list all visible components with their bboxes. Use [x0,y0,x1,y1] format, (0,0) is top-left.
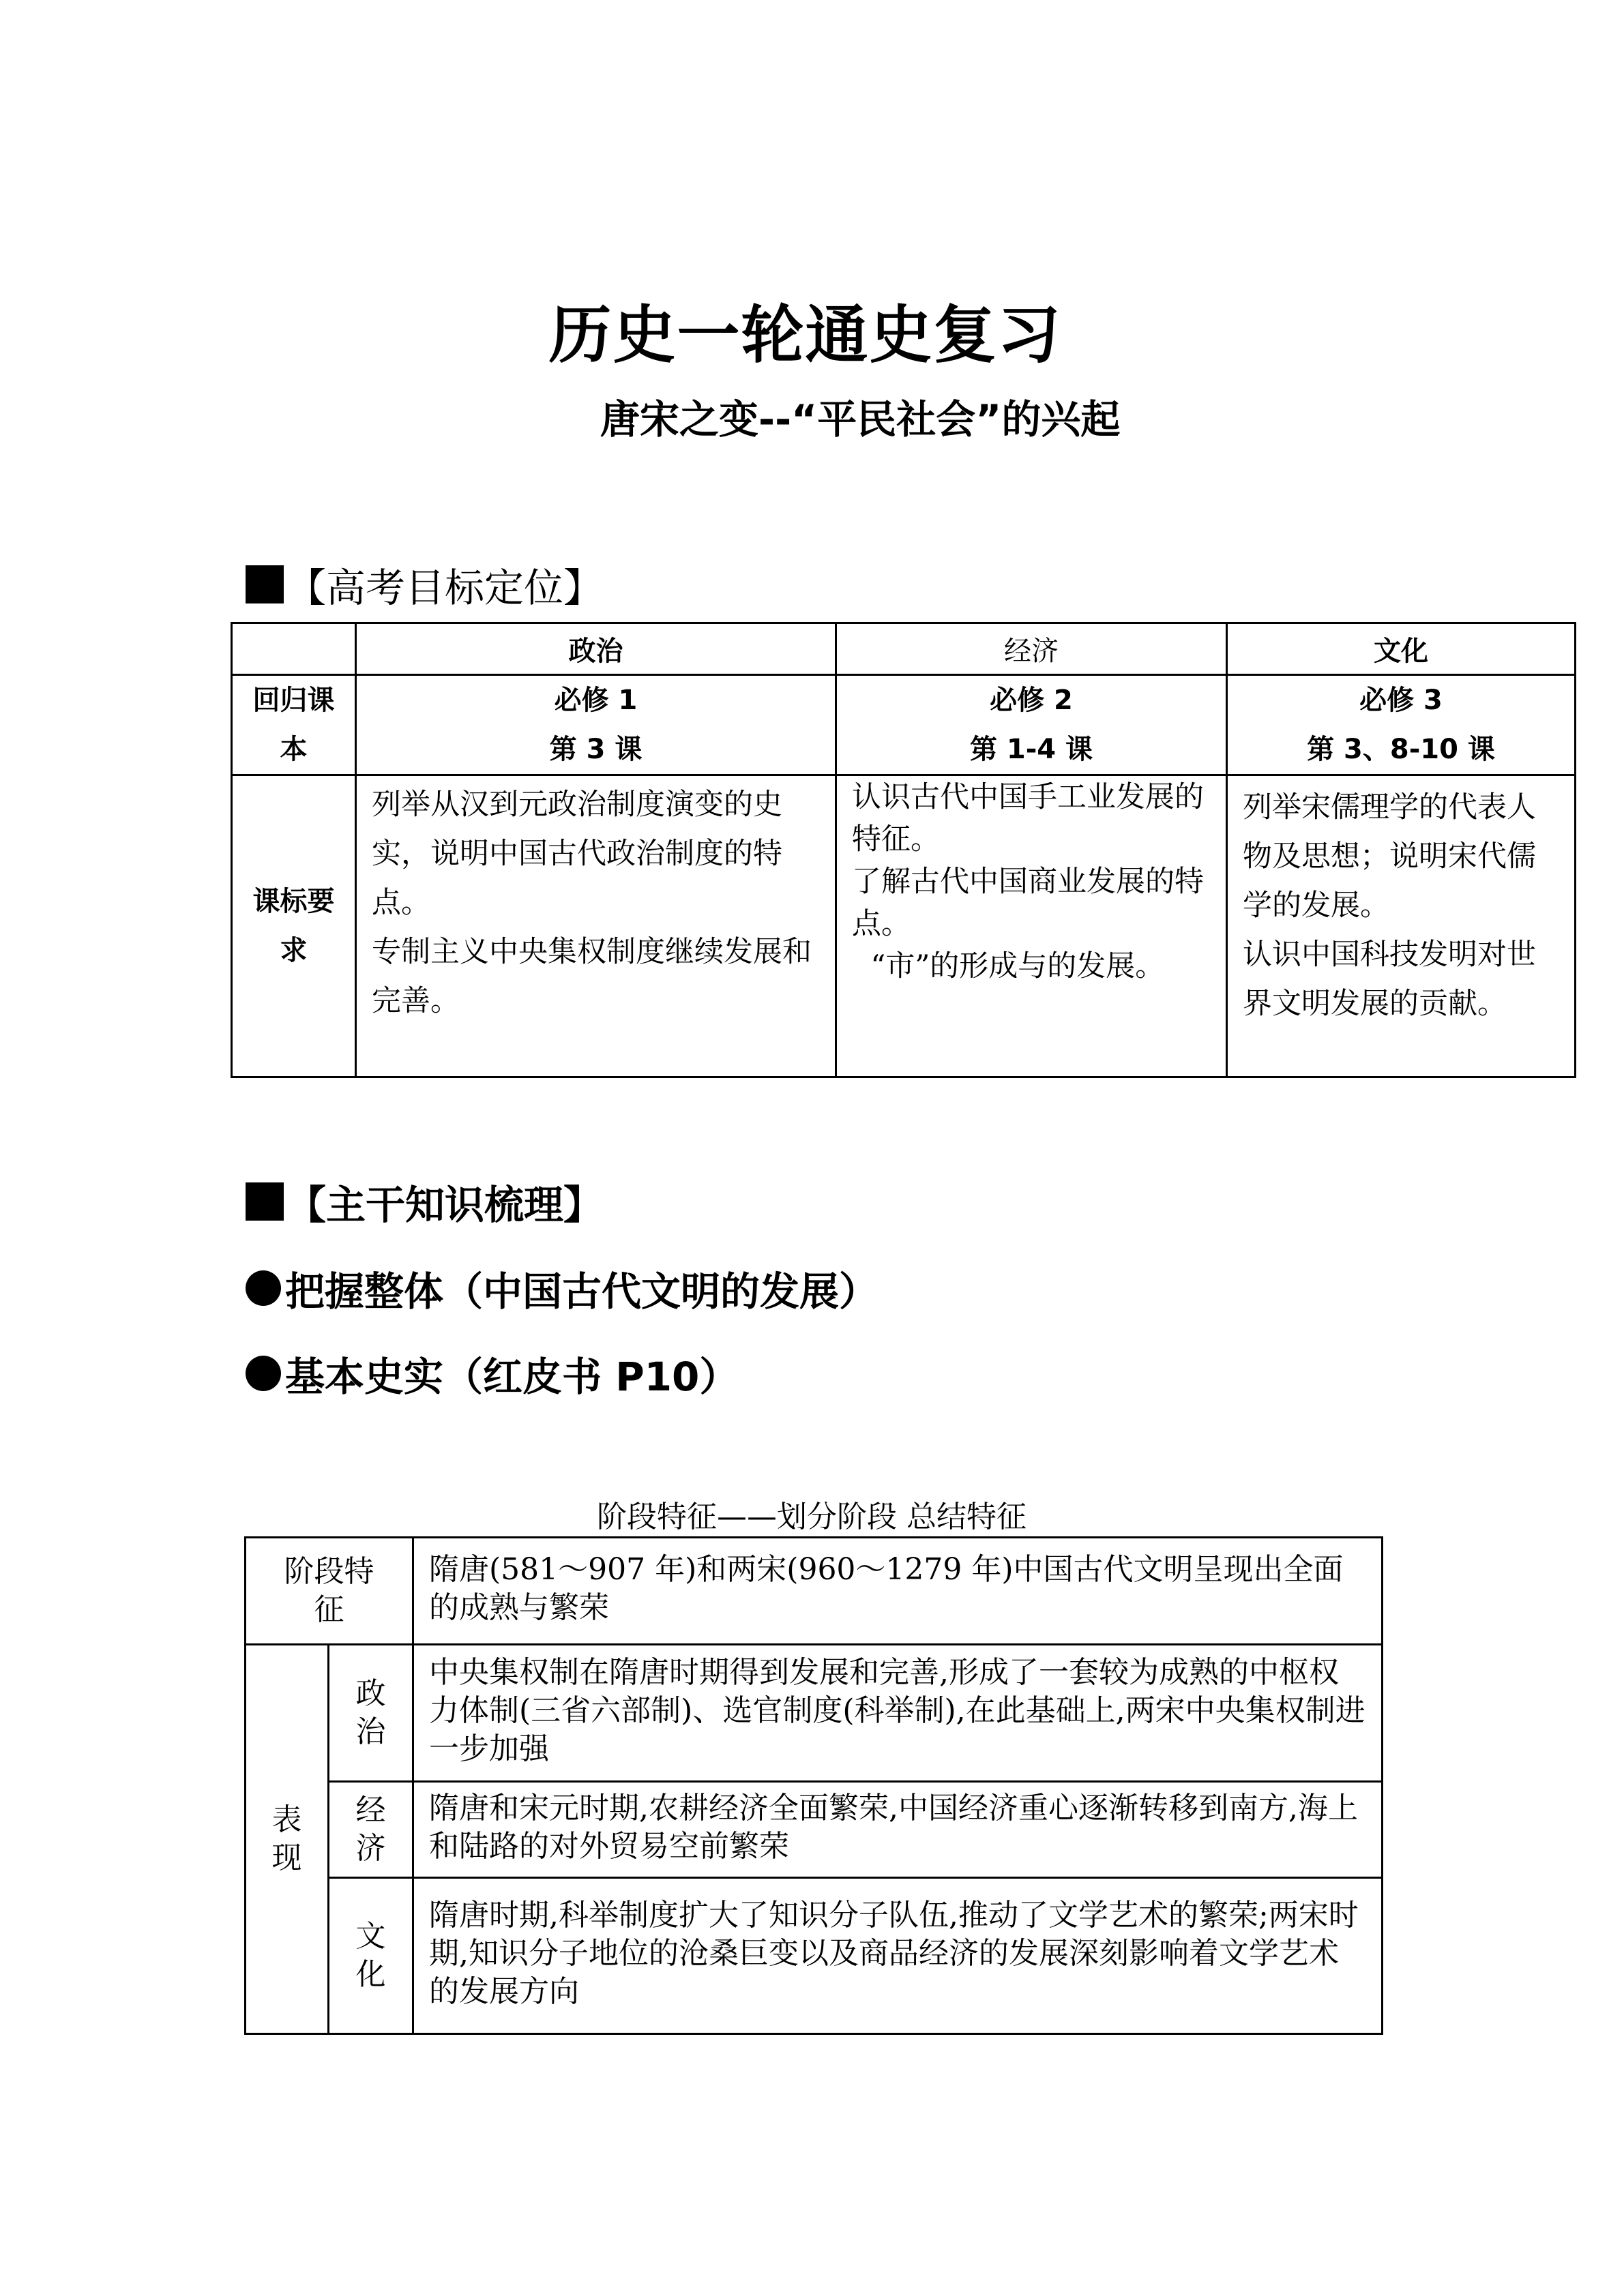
lesson-politics: 第 3 课 [549,734,643,765]
required-economy: 必修 2 [990,685,1073,716]
row-label-economy: 经济 [329,1782,413,1878]
stage-label: 阶段特征 [246,1538,413,1645]
standard-economy: 认识古代中国手工业发展的特征。 了解古代中国商业发展的特点。 “市”的形成与的发展。 [836,775,1227,1077]
row-text-economy: 隋唐和宋元时期,农耕经济全面繁荣,中国经济重心逐渐转移到南方,海上和陆路的对外贸易空前繁荣 [413,1782,1383,1878]
header-politics: 政治 [356,623,836,675]
course-culture [1227,675,1576,775]
bullet-overall-text: 把握整体（中国古代文明的发展） [285,1268,879,1315]
row-label-standard: 课标要求 [232,775,356,1077]
page-title: 历史一轮通史复习 [548,299,1062,372]
course-politics [356,675,836,775]
circle-bullet-icon [246,1270,281,1306]
row-text-politics: 中央集权制在隋唐时期得到发展和完善,形成了一套较为成熟的中枢权力体制(三省六部制)、选官制度(科举制),在此基础上,两宋中央集权制进一步加强 [413,1645,1383,1782]
section-knowledge [246,1173,603,1230]
performance-label: 表现 [246,1645,329,2034]
circle-bullet-icon [246,1356,281,1391]
page-subtitle: 唐宋之变--“平民社会”的兴起 [600,396,1121,443]
row-label-return: 回归课本 [232,675,356,775]
header-culture: 文化 [1227,623,1576,675]
header-economy: 经济 [836,623,1227,675]
course-economy [836,675,1227,775]
header-cell-empty [232,623,356,675]
row-text-culture: 隋唐时期,科举制度扩大了知识分子队伍,推动了文学艺术的繁荣;两宋时期,知识分子地位的沧桑巨变以及商品经济的发展深刻影响着文学艺术的发展方向 [413,1878,1383,2034]
row-label-culture: 文化 [329,1878,413,2034]
section-target [246,556,603,613]
standard-culture: 列举宋儒理学的代表人物及思想；说明宋代儒学的发展。 认识中国科技发明对世界文明发展的贡献。 [1227,775,1576,1077]
stage-caption: 阶段特征——划分阶段 总结特征 [597,1500,1027,1534]
lesson-economy: 第 1-4 课 [969,734,1093,765]
row-label-politics: 政治 [329,1645,413,1782]
required-politics: 必修 1 [554,685,638,716]
target-table [231,622,1576,1078]
section-knowledge-label: 【主干知识梳理】 [286,1182,604,1228]
stage-table [244,1536,1383,2035]
section-target-label: 【高考目标定位】 [286,565,604,611]
standard-politics: 列举从汉到元政治制度演变的史实，说明中国古代政治制度的特点。 专制主义中央集权制度继续发展和完善。 [356,775,836,1077]
bullet-facts [246,1345,739,1402]
bullet-facts-text: 基本史实（红皮书 P10） [285,1354,739,1400]
lesson-culture: 第 3、8-10 课 [1307,734,1495,765]
square-bullet-icon [246,565,284,603]
square-bullet-icon [246,1182,284,1221]
stage-text: 隋唐(581～907 年)和两宋(960～1279 年)中国古代文明呈现出全面的成熟与繁荣 [413,1538,1383,1645]
bullet-overall [246,1259,879,1317]
required-culture: 必修 3 [1359,685,1443,716]
